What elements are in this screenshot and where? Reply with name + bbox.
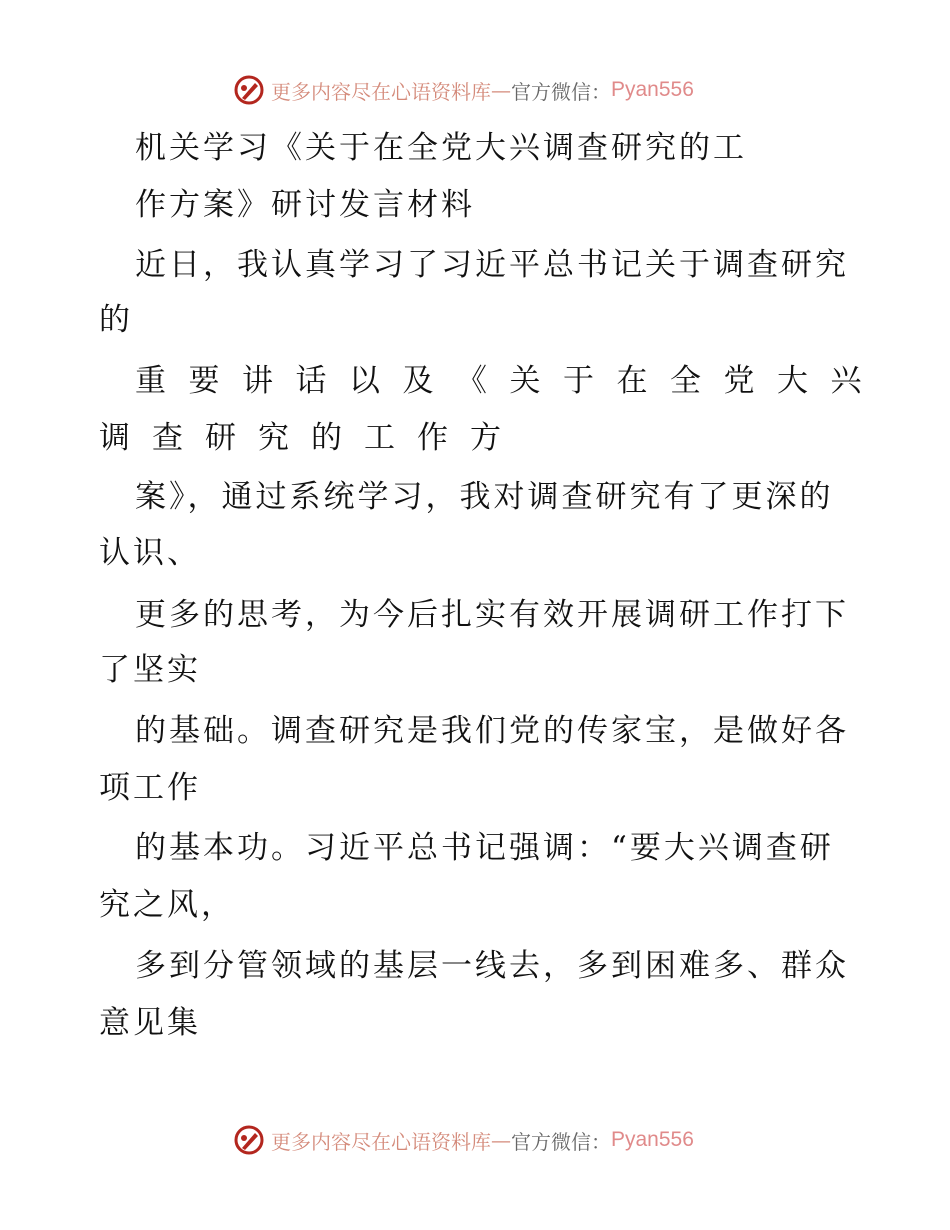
body-line: 的基础。调查研究是我们党的传家宝，是做好各 xyxy=(135,713,849,749)
watermark-site: 更多内容尽在心语资料库 xyxy=(271,79,491,104)
body-line: 项工作 xyxy=(99,770,201,806)
body-line: 案》，通过系统学习，我对调查研究有了更深的 xyxy=(135,479,834,515)
body-line: 意见集 xyxy=(99,1005,201,1041)
watermark-dash: — xyxy=(491,78,511,102)
body-line: 重要讲话以及《关于在全党大兴 xyxy=(135,363,884,399)
watermark-wechat-id: Pyan556 xyxy=(611,78,694,101)
body-line: 究之风， xyxy=(99,887,235,923)
title-line: 作方案》研讨发言材料 xyxy=(135,187,475,223)
pen-nib-logo-icon xyxy=(233,74,265,106)
watermark-header xyxy=(233,72,694,108)
watermark-dash: — xyxy=(491,1128,511,1152)
watermark-wechat-id: Pyan556 xyxy=(611,1128,694,1151)
body-line: 的 xyxy=(99,302,133,338)
body-line: 调查研究的工作方 xyxy=(99,420,523,456)
body-line: 多到分管领域的基层一线去，多到困难多、群众 xyxy=(135,948,849,984)
body-line: 近日，我认真学习了习近平总书记关于调查研究 xyxy=(135,247,849,283)
body-line: 的基本功。习近平总书记强调：“要大兴调查研 xyxy=(135,830,834,866)
body-line: 认识、 xyxy=(99,535,201,571)
watermark-wechat-label: 官方微信： xyxy=(511,79,611,104)
watermark-footer xyxy=(233,1122,694,1158)
watermark-wechat-label: 官方微信： xyxy=(511,1129,611,1154)
title-line: 机关学习《关于在全党大兴调查研究的工 xyxy=(135,130,747,166)
pen-nib-logo-icon xyxy=(233,1124,265,1156)
watermark-site: 更多内容尽在心语资料库 xyxy=(271,1129,491,1154)
body-line: 了坚实 xyxy=(99,652,201,688)
body-line: 更多的思考，为今后扎实有效开展调研工作打下 xyxy=(135,597,849,633)
